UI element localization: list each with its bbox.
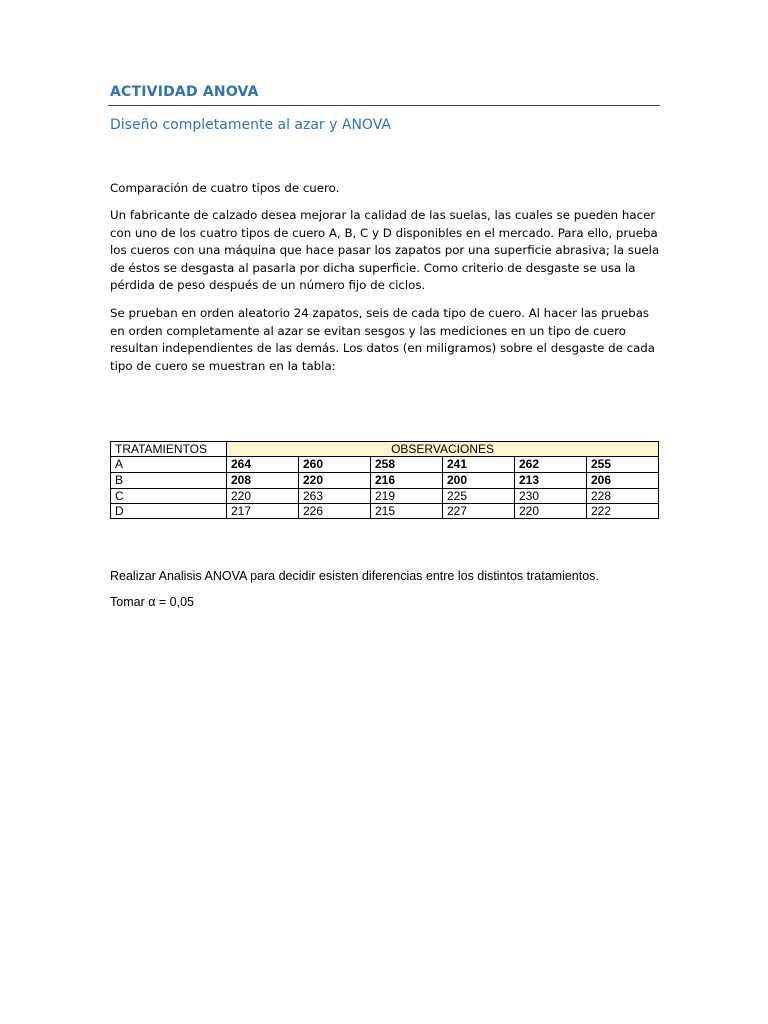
table-row: [111, 489, 659, 504]
instruction-text: Realizar Analisis ANOVA para decidir esisten diferencias entre los distintos tratamientos.: [110, 569, 599, 583]
document-subheading: Diseño completamente al azar y ANOVA: [110, 117, 391, 133]
table-cell: 260: [299, 457, 371, 473]
row-label: B: [111, 473, 227, 489]
row-label: A: [111, 457, 227, 473]
table-cell: 255: [587, 457, 659, 473]
row-label: D: [111, 504, 227, 519]
table-cell: 262: [515, 457, 587, 473]
table-cell: 216: [371, 473, 443, 489]
table-cell: 220: [227, 489, 299, 504]
table-row: [111, 457, 659, 473]
heading-rule: [108, 105, 660, 106]
table-cell: 208: [227, 473, 299, 489]
table-cell: 263: [299, 489, 371, 504]
table-row: [111, 504, 659, 519]
table-cell: 241: [443, 457, 515, 473]
table-cell: 206: [587, 473, 659, 489]
table-cell: 258: [371, 457, 443, 473]
paragraph-procedure: Se prueban en orden aleatorio 24 zapatos, seis de cada tipo de cuero. Al hacer las pruebas en orden completamente al azar se evitan sesgos y las mediciones en un tipo de cuero resultan independientes de las demás. Los datos (en miligramos) sobre el desgaste de cada tipo de cuero se muestran en la tabla:: [110, 306, 656, 373]
table-cell: 219: [371, 489, 443, 504]
treatments-header: TRATAMIENTOS: [111, 442, 227, 457]
paragraph-intro: Comparación de cuatro tipos de cuero.: [110, 181, 340, 195]
observations-table: [110, 441, 659, 519]
table-cell: 264: [227, 457, 299, 473]
table-cell: 228: [587, 489, 659, 504]
observations-header: OBSERVACIONES: [227, 442, 659, 457]
row-label: C: [111, 489, 227, 504]
table-cell: 200: [443, 473, 515, 489]
table-row: [111, 473, 659, 489]
document-heading: ACTIVIDAD ANOVA: [110, 84, 259, 100]
table-cell: 215: [371, 504, 443, 519]
table-cell: 222: [587, 504, 659, 519]
table-cell: 225: [443, 489, 515, 504]
table-cell: 230: [515, 489, 587, 504]
alpha-note: Tomar α = 0,05: [110, 595, 195, 609]
table-cell: 220: [515, 504, 587, 519]
paragraph-description: Un fabricante de calzado desea mejorar la calidad de las suelas, las cuales se pueden hacer con uno de los cuatro tipos de cuero A, B, C y D disponibles en el mercado. Para ello, prueba los cueros con una máquina que hace pasar los zapatos por una superficie abrasiva; la suela de éstos se desgasta al pasarla por dicha superficie. Como criterio de desgaste se usa la pérdida de peso después de un número fijo de ciclos.: [110, 208, 660, 292]
table-cell: 227: [443, 504, 515, 519]
table-cell: 217: [227, 504, 299, 519]
table-header-row: [111, 442, 659, 457]
table-cell: 220: [299, 473, 371, 489]
table-cell: 213: [515, 473, 587, 489]
table-cell: 226: [299, 504, 371, 519]
